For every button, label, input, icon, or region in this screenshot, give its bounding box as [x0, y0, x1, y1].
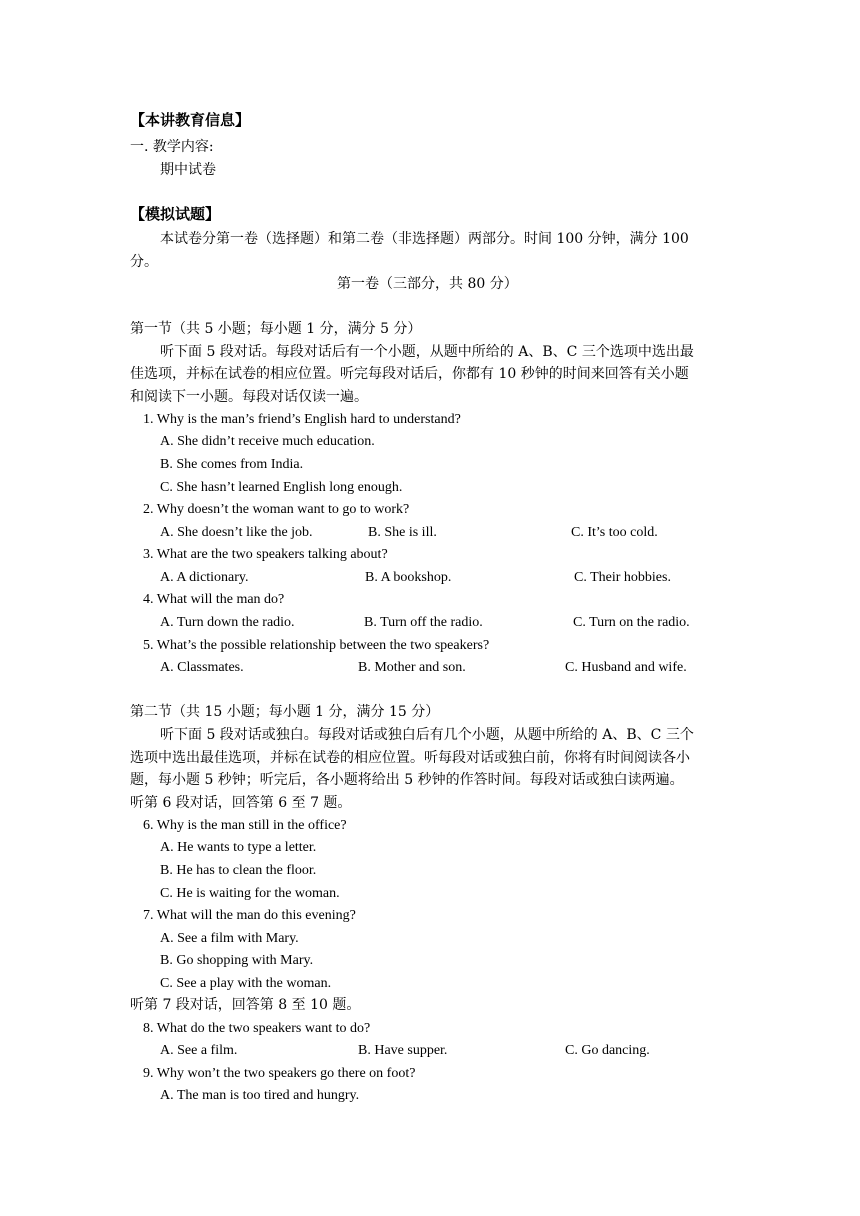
- q6-option-c: C. He is waiting for the woman.: [160, 886, 340, 901]
- intro-line-1: 本试卷分第一卷（选择题）和第二卷（非选择题）两部分。时间 100 分钟，满分 100: [160, 231, 689, 247]
- dialog6-note: 听第 6 段对话，回答第 6 至 7 题。: [130, 795, 352, 811]
- q8-stem: 8. What do the two speakers want to do?: [143, 1021, 371, 1036]
- q5-option-c: C. Husband and wife.: [565, 660, 687, 675]
- q9-option-a: A. The man is too tired and hungry.: [160, 1088, 360, 1103]
- q8-option-b: B. Have supper.: [358, 1043, 448, 1058]
- q1-option-a: A. She didn’t receive much education.: [160, 434, 375, 449]
- q4-option-b: B. Turn off the radio.: [364, 615, 483, 630]
- q7-option-b: B. Go shopping with Mary.: [160, 953, 314, 968]
- q6-stem: 6. Why is the man still in the office?: [143, 818, 347, 833]
- q6-option-b: B. He has to clean the floor.: [160, 863, 317, 878]
- q4-option-a: A. Turn down the radio.: [160, 615, 295, 630]
- q1-option-c: C. She hasn’t learned English long enough.: [160, 480, 403, 495]
- section-one-label: 一. 教学内容:: [130, 139, 214, 155]
- mock-heading: 【模拟试题】: [130, 205, 221, 223]
- q8-option-a: A. See a film.: [160, 1043, 238, 1058]
- dialog7-note: 听第 7 段对话，回答第 8 至 10 题。: [130, 997, 361, 1013]
- q2-option-a: A. She doesn’t like the job.: [160, 525, 313, 540]
- q6-option-a: A. He wants to type a letter.: [160, 840, 317, 855]
- q2-stem: 2. Why doesn’t the woman want to go to work?: [143, 502, 410, 517]
- q5-stem: 5. What’s the possible relationship between the two speakers?: [143, 638, 490, 653]
- part1-instruction-1: 听下面 5 段对话。每段对话后有一个小题，从题中所给的 A、B、C 三个选项中选出最: [160, 344, 694, 360]
- q1-stem: 1. Why is the man’s friend’s English hard to understand?: [143, 412, 461, 427]
- q2-option-b: B. She is ill.: [368, 525, 437, 540]
- q5-option-b: B. Mother and son.: [358, 660, 466, 675]
- part2-instruction-2: 选项中选出最佳选项，并标在试卷的相应位置。听每段对话或独白前，你将有时间阅读各小: [130, 750, 690, 766]
- q3-option-b: B. A bookshop.: [365, 570, 452, 585]
- q4-stem: 4. What will the man do?: [143, 592, 285, 607]
- q7-stem: 7. What will the man do this evening?: [143, 908, 356, 923]
- q3-stem: 3. What are the two speakers talking about?: [143, 547, 388, 562]
- volume-one-title: 第一卷（三部分，共 80 分）: [337, 276, 518, 292]
- part2-instruction-3: 题，每小题 5 秒钟；听完后，各小题将给出 5 秒钟的作答时间。每段对话或独白读两遍。: [130, 772, 684, 788]
- q7-option-a: A. See a film with Mary.: [160, 931, 299, 946]
- q3-option-a: A. A dictionary.: [160, 570, 249, 585]
- q8-option-c: C. Go dancing.: [565, 1043, 650, 1058]
- intro-line-2: 分。: [130, 254, 158, 270]
- q3-option-c: C. Their hobbies.: [574, 570, 671, 585]
- q9-stem: 9. Why won’t the two speakers go there on foot?: [143, 1066, 416, 1081]
- part2-title: 第二节（共 15 小题；每小题 1 分，满分 15 分）: [130, 704, 440, 720]
- q7-option-c: C. See a play with the woman.: [160, 976, 332, 991]
- part1-instruction-2: 佳选项，并标在试卷的相应位置。听完每段对话后，你都有 10 秒钟的时间来回答有关小题: [130, 366, 689, 382]
- content-item: 期中试卷: [160, 162, 216, 178]
- q4-option-c: C. Turn on the radio.: [573, 615, 690, 630]
- info-heading: 【本讲教育信息】: [130, 111, 251, 129]
- part2-instruction-1: 听下面 5 段对话或独白。每段对话或独白后有几个小题，从题中所给的 A、B、C 三个: [160, 727, 694, 743]
- part1-title: 第一节（共 5 小题；每小题 1 分，满分 5 分）: [130, 321, 422, 337]
- q2-option-c: C. It’s too cold.: [571, 525, 658, 540]
- q1-option-b: B. She comes from India.: [160, 457, 304, 472]
- q5-option-a: A. Classmates.: [160, 660, 244, 675]
- part1-instruction-3: 和阅读下一小题。每段对话仅读一遍。: [130, 389, 368, 405]
